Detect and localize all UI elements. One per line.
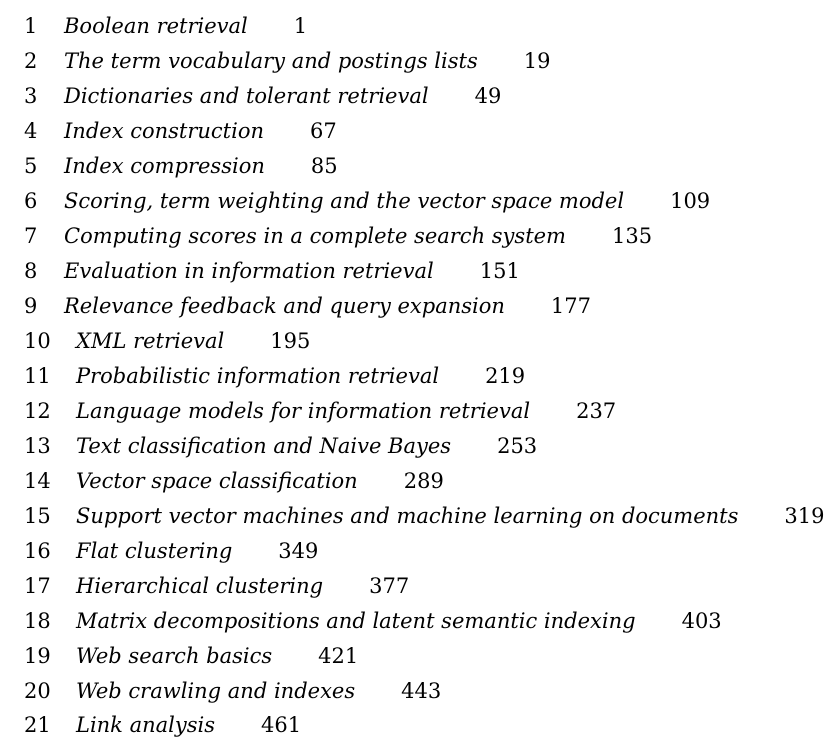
toc-entry[interactable] bbox=[24, 116, 337, 146]
chapter-number: 9 bbox=[24, 294, 38, 318]
toc-entry[interactable] bbox=[24, 186, 710, 216]
chapter-title: Web search basics bbox=[76, 644, 273, 668]
chapter-number: 4 bbox=[24, 119, 38, 143]
page-number: 19 bbox=[523, 49, 551, 73]
toc-entry[interactable] bbox=[24, 466, 444, 496]
chapter-number: 7 bbox=[24, 224, 38, 248]
chapter-number: 3 bbox=[24, 84, 38, 108]
chapter-title: Boolean retrieval bbox=[64, 14, 248, 38]
chapter-title: Web crawling and indexes bbox=[76, 679, 356, 703]
chapter-title: Vector space classification bbox=[76, 469, 358, 493]
toc-entry[interactable] bbox=[24, 221, 652, 251]
chapter-title: XML retrieval bbox=[76, 329, 225, 353]
chapter-title: Index compression bbox=[64, 154, 265, 178]
toc-entry[interactable] bbox=[24, 291, 591, 321]
chapter-title: Dictionaries and tolerant retrieval bbox=[64, 84, 429, 108]
toc-entry[interactable] bbox=[24, 641, 358, 671]
page-number: 151 bbox=[479, 259, 520, 283]
chapter-number: 16 bbox=[24, 539, 51, 563]
toc-entry[interactable] bbox=[24, 571, 409, 601]
page-number: 443 bbox=[401, 679, 442, 703]
toc-entry[interactable] bbox=[24, 11, 307, 41]
page-number: 349 bbox=[278, 539, 319, 563]
chapter-title: Text classification and Naive Bayes bbox=[76, 434, 452, 458]
chapter-title: Computing scores in a complete search system bbox=[64, 224, 566, 248]
chapter-title: Support vector machines and machine learning on documents bbox=[76, 504, 739, 528]
page-number: 1 bbox=[293, 14, 308, 38]
page-number: 195 bbox=[270, 329, 311, 353]
toc-entry[interactable] bbox=[24, 676, 441, 706]
chapter-number: 17 bbox=[24, 574, 51, 598]
page-number: 289 bbox=[403, 469, 444, 493]
page-number: 67 bbox=[310, 119, 337, 143]
chapter-title: Evaluation in information retrieval bbox=[64, 259, 434, 283]
page-number: 177 bbox=[550, 294, 592, 318]
chapter-title: Hierarchical clustering bbox=[76, 574, 324, 598]
chapter-number: 5 bbox=[24, 154, 38, 178]
chapter-number: 10 bbox=[24, 329, 51, 353]
chapter-title: The term vocabulary and postings lists bbox=[64, 49, 478, 73]
chapter-title: Flat clustering bbox=[76, 539, 233, 563]
toc-entry[interactable] bbox=[24, 46, 550, 76]
chapter-number: 15 bbox=[24, 504, 51, 528]
chapter-number: 12 bbox=[24, 399, 51, 423]
page-number: 109 bbox=[670, 189, 711, 213]
chapter-title: Probabilistic information retrieval bbox=[76, 364, 440, 388]
page-number: 461 bbox=[261, 713, 302, 737]
toc-entry[interactable] bbox=[24, 396, 616, 426]
chapter-title: Language models for information retrieval bbox=[76, 399, 531, 423]
page-number: 219 bbox=[485, 364, 526, 388]
chapter-title: Index construction bbox=[64, 119, 265, 143]
toc-entry[interactable] bbox=[24, 431, 537, 461]
page-number: 135 bbox=[611, 224, 653, 248]
toc-entry[interactable] bbox=[24, 536, 318, 566]
chapter-number: 19 bbox=[24, 644, 51, 668]
chapter-number: 14 bbox=[24, 469, 51, 493]
page-number: 85 bbox=[310, 154, 338, 178]
chapter-number: 18 bbox=[24, 609, 51, 633]
chapter-title: Link analysis bbox=[76, 713, 216, 737]
chapter-number: 13 bbox=[24, 434, 51, 458]
page-number: 403 bbox=[681, 609, 722, 633]
toc-entry[interactable] bbox=[24, 151, 338, 181]
chapter-title: Relevance feedback and query expansion bbox=[64, 294, 505, 318]
toc-entry[interactable] bbox=[24, 710, 301, 740]
page-number: 49 bbox=[474, 84, 502, 108]
toc-entry[interactable] bbox=[24, 256, 520, 286]
chapter-number: 20 bbox=[24, 679, 51, 703]
page-number: 237 bbox=[576, 399, 617, 423]
chapter-number: 1 bbox=[24, 14, 38, 38]
page-number: 421 bbox=[318, 644, 359, 668]
chapter-number: 6 bbox=[24, 189, 38, 213]
chapter-title: Scoring, term weighting and the vector space model bbox=[64, 189, 625, 213]
toc-entry[interactable] bbox=[24, 361, 525, 391]
page-number: 377 bbox=[369, 574, 410, 598]
chapter-number: 8 bbox=[24, 259, 38, 283]
page-number: 319 bbox=[784, 504, 825, 528]
page-number: 253 bbox=[497, 434, 538, 458]
toc-entry[interactable] bbox=[24, 326, 310, 356]
chapter-number: 2 bbox=[24, 49, 38, 73]
toc-entry[interactable] bbox=[24, 81, 501, 111]
toc-entry[interactable] bbox=[24, 501, 825, 531]
toc-entry[interactable] bbox=[24, 606, 722, 636]
chapter-number: 21 bbox=[24, 713, 51, 737]
chapter-title: Matrix decompositions and latent semantic indexing bbox=[76, 609, 636, 633]
chapter-number: 11 bbox=[24, 364, 51, 388]
